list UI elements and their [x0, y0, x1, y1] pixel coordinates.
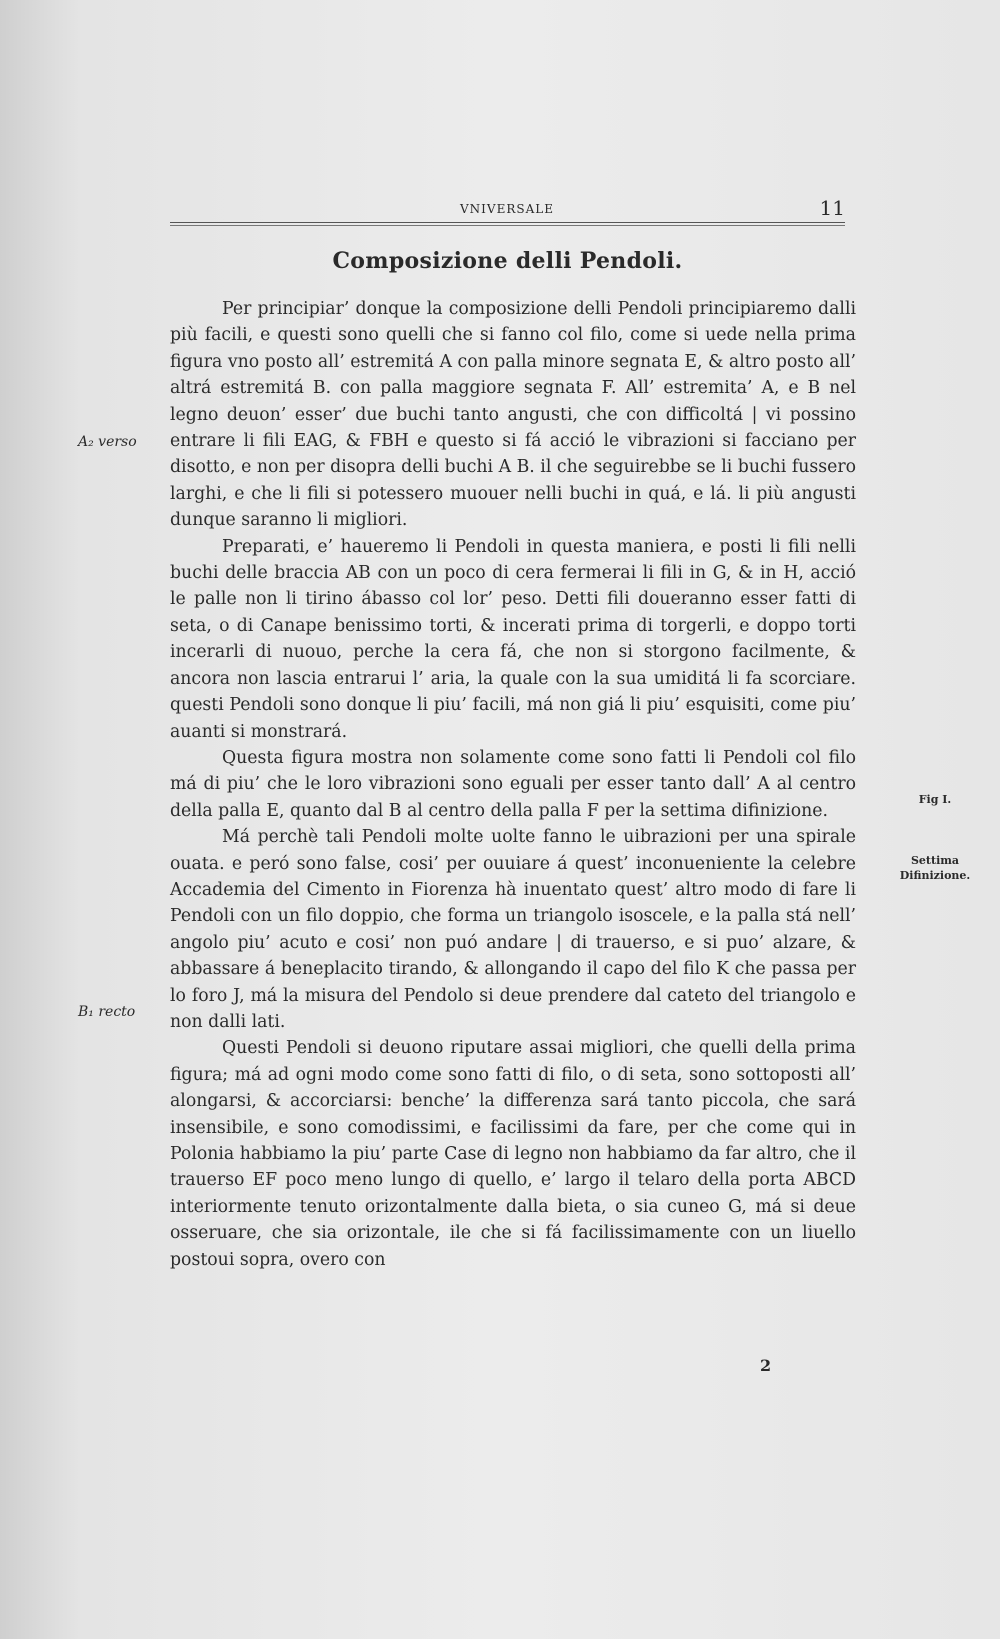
paragraph-3: Questa figura mostra non solamente come sono fatti li Pendoli col filo má di piu’ che le loro vibrazioni sono eguali per esser tanto dall’ A al centro della palla E, quanto dal B al centro della palla F per la settima difinizione. — [170, 747, 856, 821]
margin-note-a2-verso: A₂ verso — [78, 434, 137, 450]
page-header — [170, 196, 845, 226]
header-rule — [170, 222, 845, 226]
running-head: VNIVERSALE — [460, 202, 554, 216]
paragraph-5: Questi Pendoli si deuono riputare assai migliori, che quelli della prima figura; má ad ogni modo come sono fatti di filo, o di seta, sono sottoposti all’ alongarsi, & accorciarsi: benche’ la differenza sará tanto piccola, che sará insensibile, e sono comodissimi, e facilissimi da fare, per che come qui in Polonia habbiamo la piu’ parte Case di legno non habbiamo da far altro, che il trauerso EF poco meno lungo di quello, e’ largo il telaro della porta ABCD interiormente tenuto orizontalmente dalla bieta, o sia cuneo G, má si deue osseruare, che sia orizontale, ile che si fá facilissimamente con un liuello postoui sopra, overo con — [170, 1038, 856, 1270]
signature-mark: 2 — [760, 1356, 772, 1375]
body-text — [170, 296, 856, 1273]
page-number: 11 — [819, 196, 845, 220]
paragraph-2: Preparati, e’ haueremo li Pendoli in questa maniera, e posti li fili nelli buchi delle braccia AB con un poco di cera fermerai li fili in G, & in H, acció le palle non li tirino ábasso col lor’ peso. Detti fili doueranno esser fatti di seta, o di Canape benissimo torti, & incerati prima di torgerli, e doppo torti incerarli di nuouo, perche la cera fá, che non si storgono facilmente, & ancora non lascia entrarui l’ aria, la quale con la sua umiditá li fa scorciare. questi Pendoli sono donque li piu’ facili, má non giá li piu’ esquisiti, come piu’ auanti si monstrará. — [170, 536, 856, 742]
paragraph-4: Má perchè tali Pendoli molte uolte fanno le uibrazioni per una spirale ouata. e peró sono false, cosi’ per ouuiare á quest’ inconueniente la celebre Accademia del Cimento in Fiorenza hà inuentato quest’ altro modo di fare li Pendoli con un filo doppio, che forma un triangolo isoscele, e la palla stá nell’ angolo piu’ acuto e cosi’ non puó andare | di trauerso, e si puo’ alzare, & abbassare á beneplacito tirando, & allongando il capo del filo K che passa per lo foro J, má la misura del Pendolo si deue prendere dal cateto del triangolo e non dalli lati. — [170, 827, 856, 1032]
margin-note-b1-recto: B₁ recto — [78, 1004, 136, 1020]
section-title: Composizione delli Pendoli. — [332, 248, 683, 274]
paragraph-1: Per principiar’ donque la composizione delli Pendoli principiaremo dalli più facili, e questi sono quelli che si fanno col filo, come si uede nella prima figura vno posto all’ estremitá A con palla minore segnata E, & altro posto all’ altrá estremitá B. con palla maggiore segnata F. All’ estremita’ A, e B nel legno deuon’ esser’ due buchi tanto angusti, che con difficoltá | vi possino entrare li fili EAG, & FBH e questo si fá acció le vibrazioni si facciano per disotto, e non per disopra delli buchi A B. il che seguirebbe se li buchi fussero larghi, e che li fili si potessero muouer nelli buchi in quá, e lá. li più angusti dunque saranno li migliori. — [170, 299, 856, 531]
margin-note-fig: Fig I. — [918, 793, 952, 806]
margin-note-settima: Settima — [910, 854, 960, 867]
margin-note-difinizione: Difinizione. — [899, 869, 971, 882]
